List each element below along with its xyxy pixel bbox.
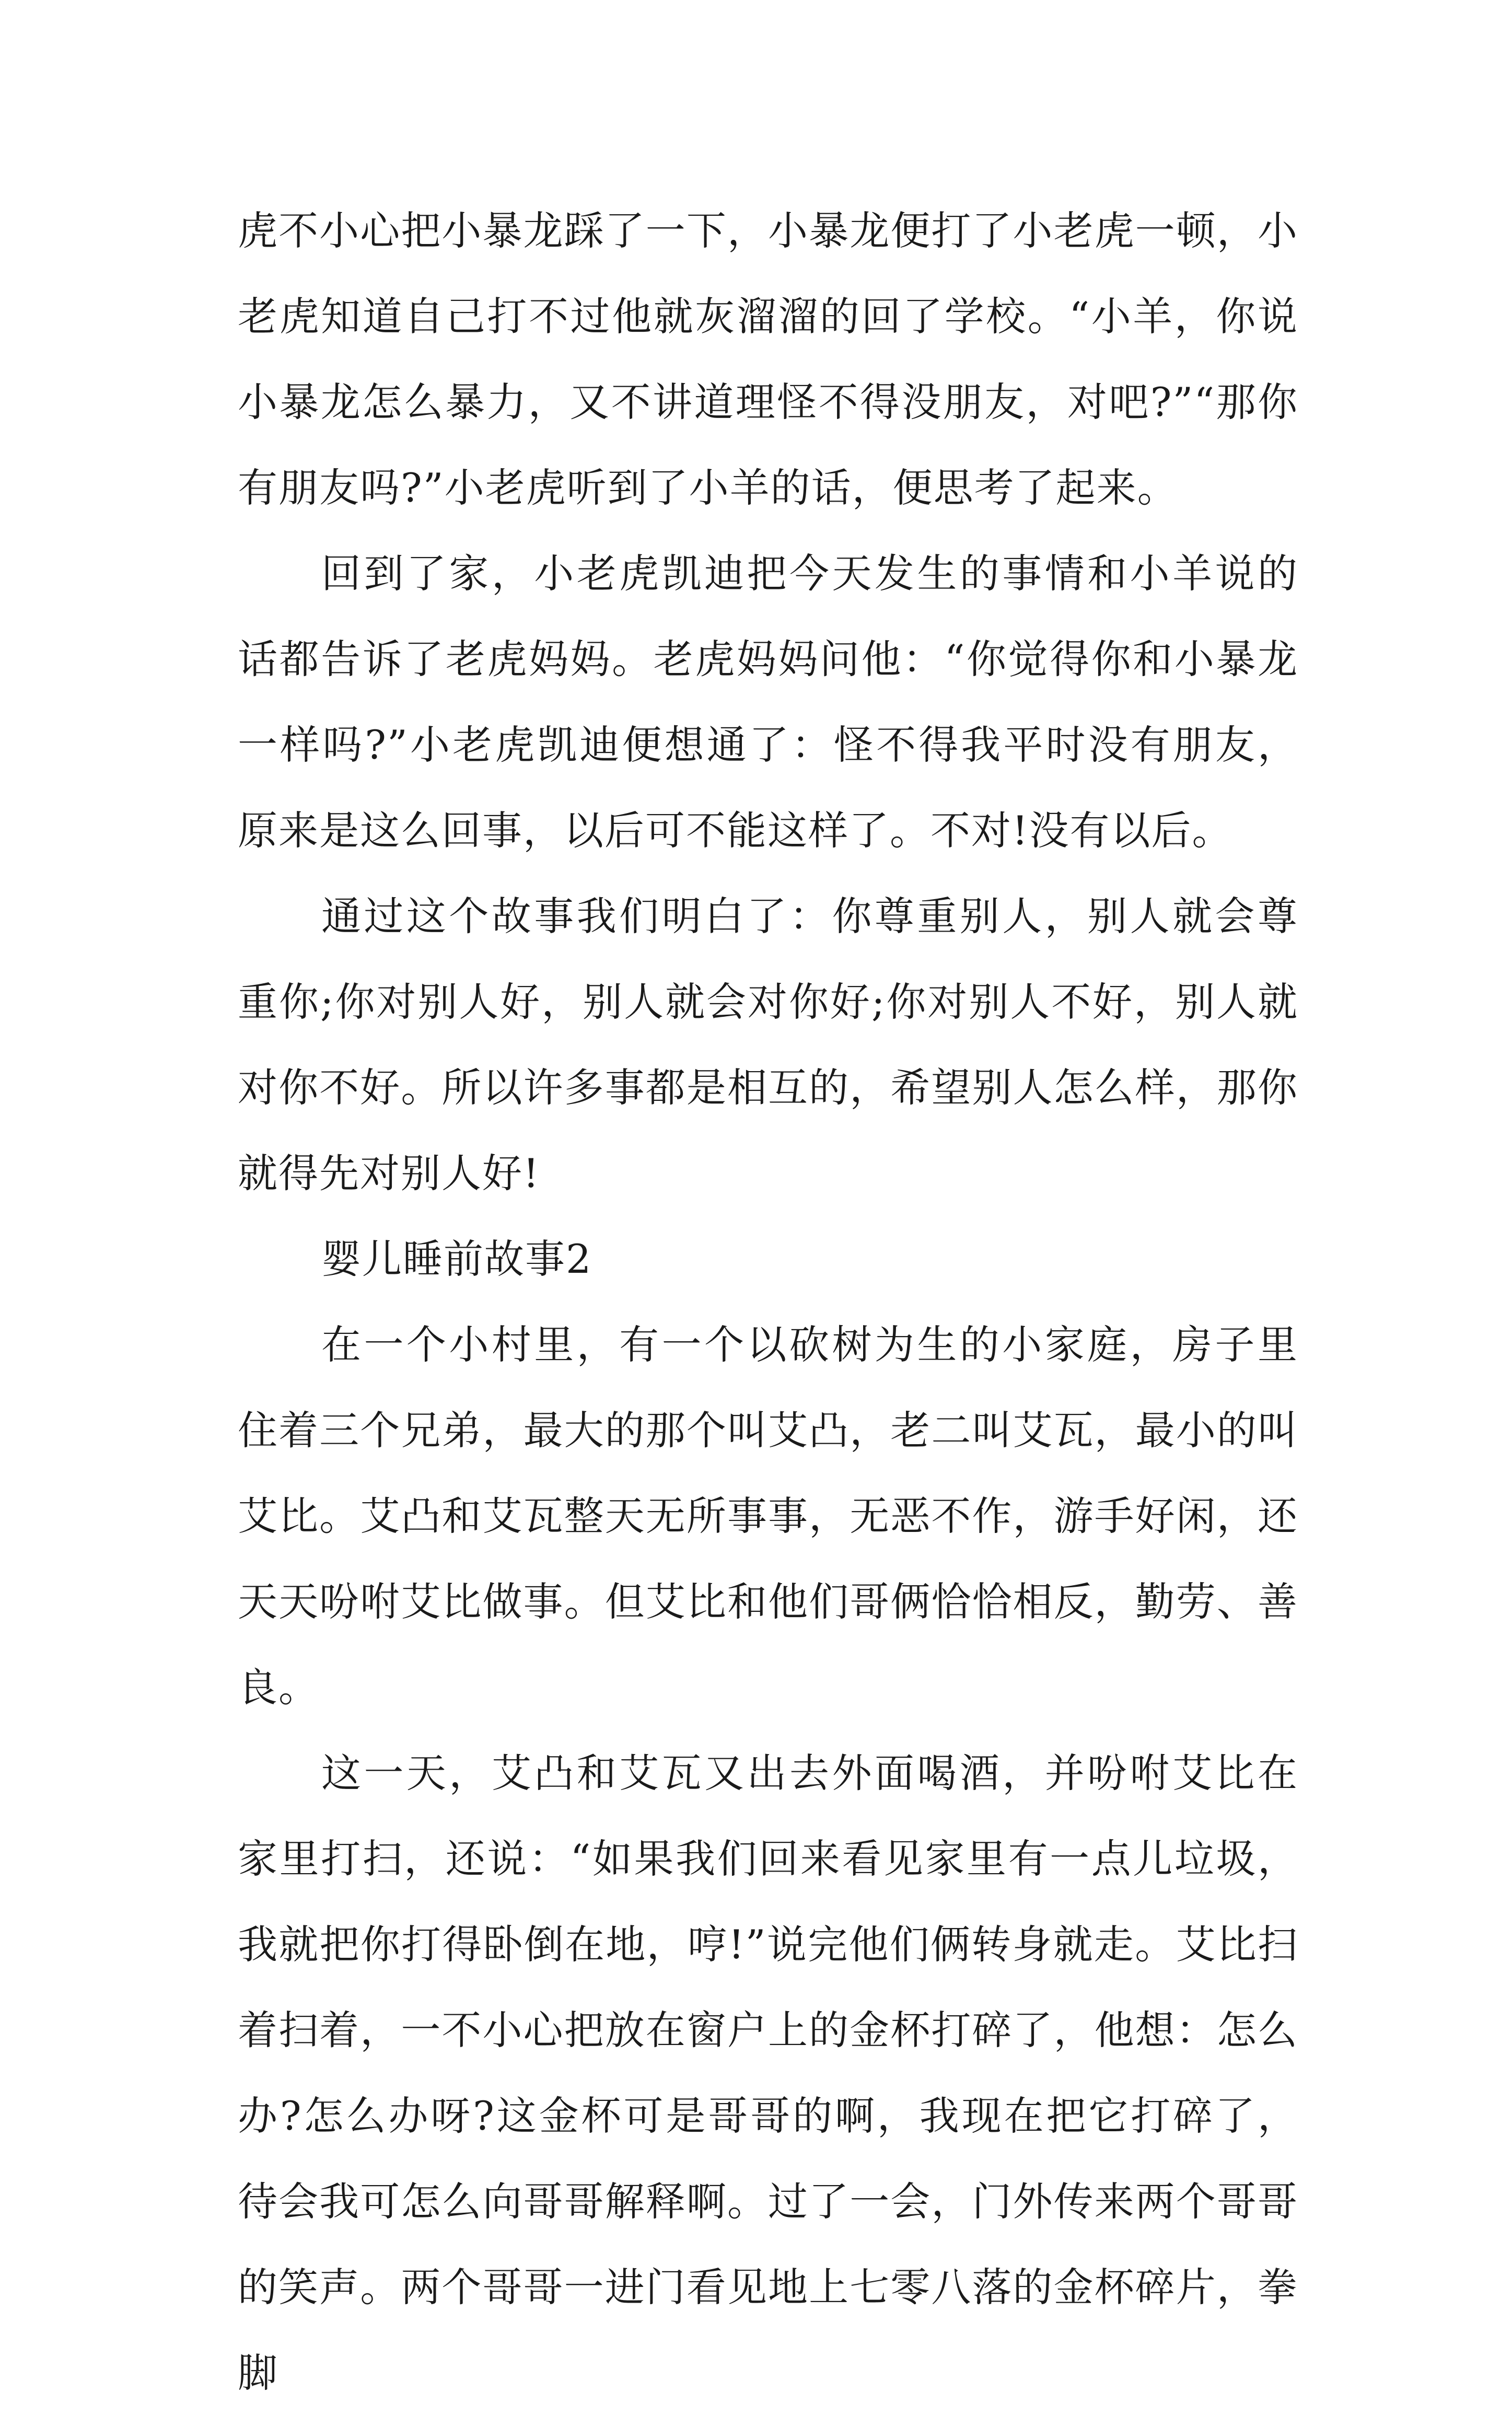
- document-body: [238, 188, 1298, 2416]
- paragraph: 这一天，艾凸和艾瓦又出去外面喝酒，并吩咐艾比在家里打扫，还说：“如果我们回来看见家里有一点儿垃圾，我就把你打得卧倒在地，哼!”说完他们俩转身就走。艾比扫着扫着，一不小心把放在窗户上的金杯打碎了，他想：怎么办?怎么办呀?这金杯可是哥哥的啊，我现在把它打碎了，待会我可怎么向哥哥解释啊。过了一会，门外传来两个哥哥的笑声。两个哥哥一进门看见地上七零八落的金杯碎片，拳脚: [238, 1750, 1298, 2396]
- story-heading: 婴儿睡前故事2: [321, 1236, 592, 1282]
- paragraph: 通过这个故事我们明白了：你尊重别人，别人就会尊重你;你对别人好，别人就会对你好;你对别人不好，别人就对你不好。所以许多事都是相互的，希望别人怎么样，那你就得先对别人好!: [238, 893, 1298, 1197]
- paragraph: 在一个小村里，有一个以砍树为生的小家庭，房子里住着三个兄弟，最大的那个叫艾凸，老二叫艾瓦，最小的叫艾比。艾凸和艾瓦整天无所事事，无恶不作，游手好闲，还天天吩咐艾比做事。但艾比和他们哥俩恰恰相反，勤劳、善良。: [238, 1321, 1298, 1711]
- paragraph-continuation: 虎不小心把小暴龙踩了一下，小暴龙便打了小老虎一顿，小老虎知道自己打不过他就灰溜溜的回了学校。“小羊，你说小暴龙怎么暴力，又不讲道理怪不得没朋友，对吧?”“那你有朋友吗?”小老虎听到了小羊的话，便思考了起来。: [238, 207, 1298, 511]
- paragraph: 回到了家，小老虎凯迪把今天发生的事情和小羊说的话都告诉了老虎妈妈。老虎妈妈问他：“你觉得你和小暴龙一样吗?”小老虎凯迪便想通了：怪不得我平时没有朋友，原来是这么回事，以后可不能这样了。不对!没有以后。: [238, 550, 1298, 854]
